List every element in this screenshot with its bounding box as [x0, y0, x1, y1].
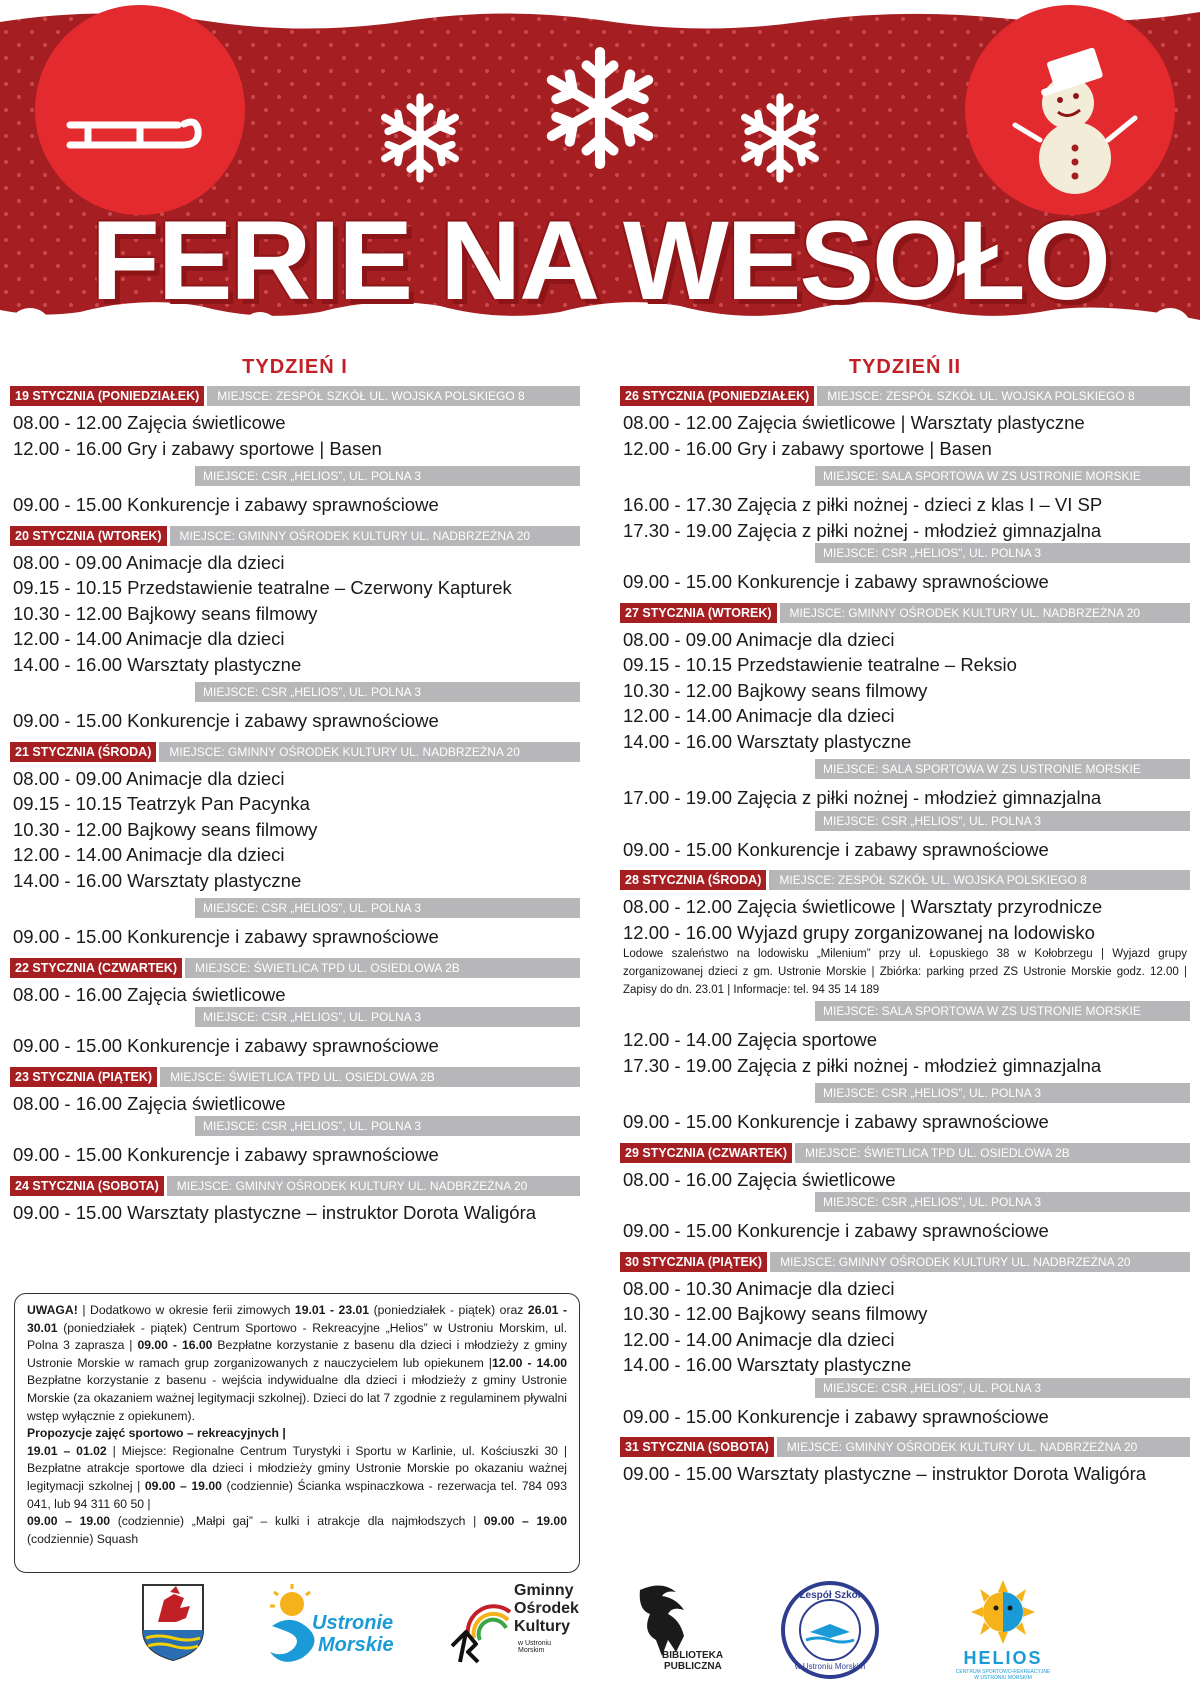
event-line: 12.00 - 14.00 Animacje dla dzieci	[13, 844, 285, 865]
event-line: 16.00 - 17.30 Zajęcia z piłki nożnej - dzieci z klas I – VI SP	[623, 494, 1103, 515]
event-line: 08.00 - 09.00 Animacje dla dzieci	[623, 628, 895, 650]
event-line: 09.00 - 15.00 Warsztaty plastyczne – instruktor Dorota Waligóra	[13, 1201, 537, 1223]
day-label: 28 STYCZNIA (ŚRODA)	[620, 870, 766, 890]
event-line: 09.00 - 15.00 Konkurencje i zabawy sprawnościowe	[13, 494, 439, 515]
notice-text: Bezpłatne korzystanie z basenu dla dzieci i młodzieży z gminy Ustronie Morskie w ramach grup zorganizowanych z nauczycielem lub opiekunem |	[27, 1338, 567, 1370]
gok-text-2: Ośrodek	[514, 1600, 579, 1617]
notice-heading: Propozycje zajęć sportowo – rekreacyjnych |	[27, 1426, 286, 1441]
coat-of-arms-icon	[140, 1582, 206, 1662]
event-line: 09.00 - 15.00 Konkurencje i zabawy sprawnościowe	[623, 1220, 1049, 1241]
place-label: MIEJSCE: ZESPÓŁ SZKÓŁ UL. WOJSKA POLSKIEGO 8	[207, 386, 580, 406]
place-label: MIEJSCE: ŚWIETLICA TPD UL. OSIEDLOWA 2B	[160, 1067, 580, 1087]
event-line: 09.15 - 10.15 Przedstawienie teatralne – Czerwony Kapturek	[13, 577, 512, 598]
rainbow-horse-icon	[448, 1586, 518, 1666]
event-line: 12.00 - 16.00 Wyjazd grupy zorganizowanej na lodowisko	[623, 921, 1095, 943]
notice-bold: 26.01 - 30.01	[27, 1303, 568, 1335]
week-1-title: TYDZIEŃ I	[242, 356, 348, 378]
event-line: 10.30 - 12.00 Bajkowy seans filmowy	[623, 1303, 928, 1324]
event-line: 09.00 - 15.00 Konkurencje i zabawy sprawnościowe	[623, 838, 1049, 860]
place-label: MIEJSCE: GMINNY OŚRODEK KULTURY UL. NADBRZEŻNA 20	[167, 1176, 580, 1196]
event-line: 12.00 - 14.00 Zajęcia sportowe	[623, 1029, 878, 1050]
day-block	[620, 603, 1190, 863]
place-label: MIEJSCE: ŚWIETLICA TPD UL. OSIEDLOWA 2B	[795, 1143, 1190, 1163]
place-label: MIEJSCE: SALA SPORTOWA W ZS USTRONIE MORSKIE	[815, 759, 1190, 779]
event-line: 08.00 - 12.00 Zajęcia świetlicowe | Warsztaty przyrodnicze	[623, 896, 1103, 917]
event-line: 10.30 - 12.00 Bajkowy seans filmowy	[13, 818, 318, 840]
notice-text: (poniedziałek - piątek) oraz	[369, 1303, 528, 1317]
event-line: 17.30 - 19.00 Zajęcia z piłki nożnej - młodzież gimnazjalna	[623, 1054, 1102, 1076]
event-line: 10.30 - 12.00 Bajkowy seans filmowy	[13, 602, 318, 624]
place-label: MIEJSCE: CSR „HELIOS”, UL. POLNA 3	[195, 898, 580, 918]
event-line: 12.00 - 16.00 Gry i zabawy sportowe | Basen	[623, 437, 992, 459]
notice-bold: 09.00 – 19.00	[144, 1478, 222, 1493]
gok-text-1: Gminny	[514, 1582, 574, 1599]
day-label: 29 STYCZNIA (CZWARTEK)	[620, 1143, 792, 1163]
place-label: MIEJSCE: GMINNY OŚRODEK KULTURY UL. NADBRZEŻNA 20	[159, 742, 580, 762]
event-line: 09.00 - 15.00 Konkurencje i zabawy sprawnościowe	[623, 571, 1049, 592]
event-line: 09.15 - 10.15 Przedstawienie teatralne – Reksio	[623, 654, 1017, 675]
biblioteka-logo	[632, 1580, 732, 1680]
place-label: MIEJSCE: CSR „HELIOS”, UL. POLNA 3	[195, 682, 580, 702]
day-block	[10, 742, 580, 950]
event-line: 14.00 - 16.00 Warsztaty plastyczne	[13, 869, 302, 891]
helios-text: HELIOS	[963, 1648, 1043, 1668]
place-label: MIEJSCE: CSR „HELIOS”, UL. POLNA 3	[815, 1083, 1190, 1103]
event-line: 08.00 - 09.00 Animacje dla dzieci	[13, 551, 285, 573]
event-line: 14.00 - 16.00 Warsztaty plastyczne	[623, 730, 912, 752]
day-block	[620, 1252, 1190, 1430]
event-line: 17.00 - 19.00 Zajęcia z piłki nożnej - młodzież gimnazjalna	[623, 787, 1102, 808]
day-block	[620, 870, 1190, 1135]
notice-paragraph	[27, 1513, 567, 1548]
notice-bold: UWAGA!	[27, 1303, 78, 1317]
day-label: 24 STYCZNIA (SOBOTA)	[10, 1176, 164, 1196]
notice-box	[14, 1293, 580, 1573]
event-line: 08.00 - 16.00 Zajęcia świetlicowe	[623, 1168, 896, 1190]
event-line: 08.00 - 16.00 Zajęcia świetlicowe	[13, 983, 286, 1005]
day-block	[10, 1176, 580, 1226]
event-line: 08.00 - 10.30 Animacje dla dzieci	[623, 1277, 895, 1299]
day-block	[620, 386, 1190, 595]
notice-paragraph	[27, 1443, 567, 1513]
morskie-text: Morskie	[318, 1634, 394, 1656]
place-label: MIEJSCE: ZESPÓŁ SZKÓŁ UL. WOJSKA POLSKIEGO 8	[817, 386, 1190, 406]
day-label: 23 STYCZNIA (PIĄTEK)	[10, 1067, 157, 1087]
day-block	[620, 1437, 1190, 1487]
header-banner	[0, 0, 1200, 350]
week-2-title: TYDZIEŃ II	[848, 356, 962, 378]
notice-bold: 09.00 – 19.00	[27, 1514, 111, 1529]
day-label: 19 STYCZNIA (PONIEDZIAŁEK)	[10, 386, 204, 406]
day-label: 20 STYCZNIA (WTOREK)	[10, 526, 167, 546]
sun-face-icon	[968, 1580, 1038, 1644]
event-line: 08.00 - 12.00 Zajęcia świetlicowe | Warsztaty plastyczne	[623, 412, 1085, 433]
gok-text-3: Kultury	[514, 1618, 570, 1635]
helios-sub-text-2: W USTRONIU MORSKIM	[974, 1675, 1032, 1681]
pegasus-icon	[632, 1580, 702, 1660]
place-label: MIEJSCE: GMINNY OŚRODEK KULTURY UL. NADBRZEŻNA 20	[780, 603, 1190, 623]
helios-sub-text-1: CENTRUM SPORTOWO-REKREACYJNE	[955, 1669, 1051, 1675]
event-line: 12.00 - 14.00 Animacje dla dzieci	[13, 628, 285, 649]
event-line: 12.00 - 14.00 Animacje dla dzieci	[623, 705, 895, 726]
page-title: FERIE NA WESOŁO	[91, 198, 1109, 323]
place-label: MIEJSCE: CSR „HELIOS”, UL. POLNA 3	[195, 1007, 580, 1027]
event-line: 08.00 - 16.00 Zajęcia świetlicowe	[13, 1092, 286, 1114]
event-line: 12.00 - 16.00 Gry i zabawy sportowe | Basen	[13, 437, 382, 459]
place-label: MIEJSCE: ZESPÓŁ SZKÓŁ UL. WOJSKA POLSKIEGO 8	[769, 870, 1190, 890]
day-label: 31 STYCZNIA (SOBOTA)	[620, 1437, 774, 1457]
event-line: 09.00 - 15.00 Konkurencje i zabawy sprawnościowe	[623, 1405, 1049, 1427]
event-line: 09.00 - 15.00 Konkurencje i zabawy sprawnościowe	[13, 1144, 439, 1165]
event-line: 14.00 - 16.00 Warsztaty plastyczne	[623, 1354, 912, 1375]
notice-text: (poniedziałek - piątek) Centrum Sportowo - Rekreacyjne „Helios” w Ustroniu Morskim, ul. Polna 3 zaprasza |	[27, 1320, 567, 1353]
place-label: MIEJSCE: CSR „HELIOS”, UL. POLNA 3	[195, 466, 580, 486]
event-line: 08.00 - 12.00 Zajęcia świetlicowe	[13, 412, 286, 433]
zs-bottom-text: w Ustroniu Morskim	[794, 1662, 866, 1671]
notice-text: | Miejsce: Regionalne Centrum Turystyki i Sportu w Karlinie, ul. Kościuszki 30 | Bezpłatne atrakcje sportowe dla dzieci i młodzieży gminy Ustronie Morskie po okazaniu ważnej legitymacji szkolnej |	[27, 1443, 567, 1493]
notice-bold: 09.00 - 16.00	[137, 1338, 213, 1353]
notice-bold: 09.00 – 19.00	[483, 1514, 567, 1529]
event-line: 12.00 - 14.00 Animacje dla dzieci	[623, 1328, 895, 1350]
event-line: 14.00 - 16.00 Warsztaty plastyczne	[13, 653, 302, 675]
notice-text: (codziennie) Squash	[27, 1531, 139, 1546]
zs-top-text: Zespół Szkół	[799, 1590, 861, 1601]
event-line: 09.00 - 15.00 Konkurencje i zabawy sprawnościowe	[623, 1111, 1049, 1132]
gok-sub-text: w Ustroniu Morskim	[518, 1640, 552, 1654]
place-label: MIEJSCE: CSR „HELIOS”, UL. POLNA 3	[815, 543, 1190, 563]
notice-paragraph	[27, 1425, 567, 1443]
biblioteka-text-1: BIBLIOTEKA	[662, 1650, 724, 1661]
place-label: MIEJSCE: SALA SPORTOWA W ZS USTRONIE MORSKIE	[815, 1001, 1190, 1021]
day-label: 22 STYCZNIA (CZWARTEK)	[10, 958, 182, 978]
event-line: 09.00 - 15.00 Konkurencje i zabawy sprawnościowe	[13, 1035, 439, 1056]
day-label: 21 STYCZNIA (ŚRODA)	[10, 742, 156, 762]
week-2-column	[620, 354, 1190, 1495]
zespol-szkol-logo	[780, 1580, 880, 1680]
place-label: MIEJSCE: SALA SPORTOWA W ZS USTRONIE MORSKIE	[815, 466, 1190, 486]
notice-bold: 19.01 - 23.01	[294, 1303, 370, 1317]
day-label: 27 STYCZNIA (WTOREK)	[620, 603, 777, 623]
event-line: 09.00 - 15.00 Konkurencje i zabawy sprawnościowe	[13, 926, 439, 947]
event-line: 09.00 - 15.00 Warsztaty plastyczne – instruktor Dorota Waligóra	[623, 1463, 1147, 1484]
notice-paragraph	[27, 1302, 567, 1425]
notice-text: | Dodatkowo w okresie ferii zimowych	[77, 1303, 295, 1317]
place-label: MIEJSCE: ŚWIETLICA TPD UL. OSIEDLOWA 2B	[185, 958, 580, 978]
day-block	[10, 386, 580, 518]
biblioteka-text-2: PUBLICZNA	[664, 1661, 722, 1672]
place-label: MIEJSCE: CSR „HELIOS”, UL. POLNA 3	[815, 811, 1190, 831]
helios-logo	[938, 1580, 1068, 1685]
gok-logo	[448, 1582, 578, 1672]
ustronie-morskie-logo	[262, 1582, 412, 1672]
day-block	[10, 526, 580, 734]
ustronie-text: Ustronie	[312, 1612, 394, 1634]
place-label: MIEJSCE: GMINNY OŚRODEK KULTURY UL. NADBRZEŻNA 20	[170, 526, 580, 546]
event-line: 08.00 - 09.00 Animacje dla dzieci	[13, 767, 285, 789]
day-block	[10, 958, 580, 1059]
event-note: Lodowe szaleństwo na lodowisku „Milenium” przy ul. Łopuskiego 38 w Kołobrzegu | Wyjazd grupy zorganizowanej dzieci z gm. Ustronie Morskie | Zbiórka: parking przed ZS Ustronie Morskie godz. 12.00 | Zapisy do dn. 23.01 | Informacje: tel. 94 35 14 189	[623, 948, 1187, 996]
place-label: MIEJSCE: GMINNY OŚRODEK KULTURY UL. NADBRZEŻNA 20	[770, 1252, 1190, 1272]
notice-text: Bezpłatne korzystanie z basenu - wejścia indywidualne dla dzieci i młodzieży z gminy Ustronie Morskie (za okazaniem ważnej legitymacji szkolnej). Dzieci do lat 7 zgodnie z regulaminem pływalni wstęp wyłącznie z opiekunem).	[27, 1373, 567, 1423]
day-label: 30 STYCZNIA (PIĄTEK)	[620, 1252, 767, 1272]
place-label: MIEJSCE: GMINNY OŚRODEK KULTURY UL. NADBRZEŻNA 20	[777, 1437, 1190, 1457]
notice-text: (codziennie) „Małpi gaj” – kulki i atrakcje dla najmłodszych |	[110, 1514, 484, 1529]
day-block	[10, 1067, 580, 1168]
event-line: 17.30 - 19.00 Zajęcia z piłki nożnej - młodzież gimnazjalna	[623, 519, 1102, 541]
sponsor-logos	[0, 1580, 1200, 1697]
notice-bold: 19.01 – 01.02	[27, 1443, 107, 1458]
place-label: MIEJSCE: CSR „HELIOS”, UL. POLNA 3	[815, 1378, 1190, 1398]
event-line: 09.00 - 15.00 Konkurencje i zabawy sprawnościowe	[13, 710, 439, 731]
event-line: 09.15 - 10.15 Teatrzyk Pan Pacynka	[13, 793, 310, 814]
week-1-column	[10, 354, 580, 1233]
notice-bold: 12.00 - 14.00	[491, 1355, 567, 1370]
place-label: MIEJSCE: CSR „HELIOS”, UL. POLNA 3	[815, 1192, 1190, 1212]
day-label: 26 STYCZNIA (PONIEDZIAŁEK)	[620, 386, 814, 406]
place-label: MIEJSCE: CSR „HELIOS”, UL. POLNA 3	[195, 1116, 580, 1136]
day-block	[620, 1143, 1190, 1244]
notice-text: (codziennie) Ścianka wspinaczkowa - rezerwacja tel. 784 093 041, lub 94 311 60 50 |	[27, 1478, 567, 1511]
event-line: 10.30 - 12.00 Bajkowy seans filmowy	[623, 679, 928, 701]
